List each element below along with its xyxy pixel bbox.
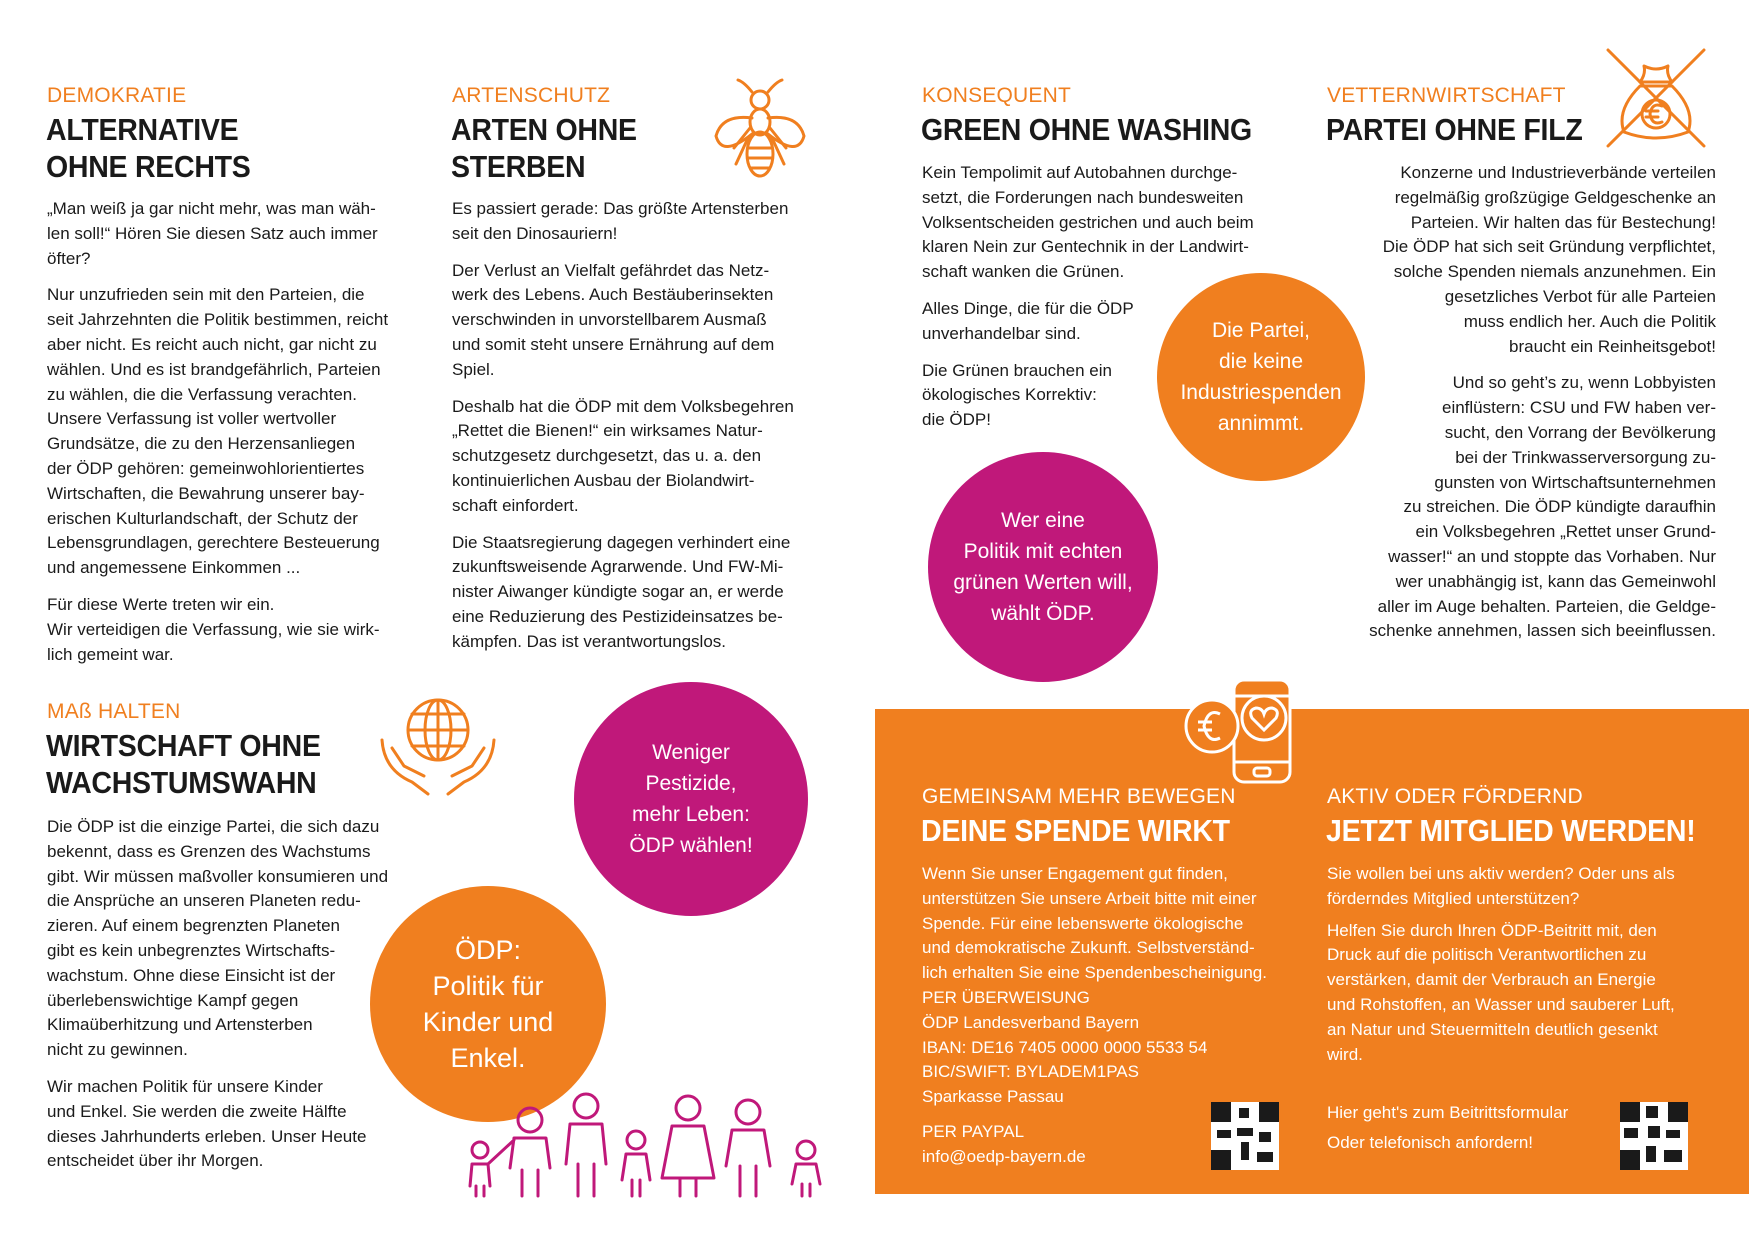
bee-icon xyxy=(712,78,808,182)
membership-qr-code[interactable] xyxy=(1620,1102,1688,1170)
phone-donation-icon xyxy=(1182,676,1296,786)
headline-wirtschaft-ohne-wachstumswahn: WIRTSCHAFT OHNE WACHSTUMSWAHN xyxy=(46,728,321,800)
paragraph: Für diese Werte treten wir ein. Wir verteidigen die Verfassung, wie sie wirk- lich gemeint war. xyxy=(47,594,380,664)
paragraph: Die Staatsregierung dagegen verhindert eine zukunftsweisende Agrarwende. Und FW-Mi- nister Aiwanger kündigte sogar an, er werde eine Reduzierung des Pestizideinsatzes be- kämpfen. Das ist verantwortungslos. xyxy=(452,532,791,651)
family-illustration-icon xyxy=(460,1068,840,1198)
text-nepotism xyxy=(1326,161,1716,656)
kicker-donation: GEMEINSAM MEHR BEWEGEN xyxy=(922,785,1236,808)
kicker-consistent: KONSEQUENT xyxy=(922,84,1072,107)
headline-donation: DEINE SPENDE WIRKT xyxy=(921,813,1230,848)
globe-in-hands-icon xyxy=(378,692,498,800)
membership-links xyxy=(1327,1098,1568,1158)
circle-children-grandchildren: ÖDP: Politik für Kinder und Enkel. xyxy=(370,886,606,1122)
kicker-membership: AKTIV ODER FÖRDERND xyxy=(1327,785,1583,808)
kicker-species-protection: ARTENSCHUTZ xyxy=(452,84,611,107)
link-phone-request[interactable]: Oder telefonisch anfordern! xyxy=(1327,1133,1534,1152)
headline-green-ohne-washing: GREEN OHNE WASHING xyxy=(921,112,1252,147)
membership-intro: Sie wollen bei uns aktiv werden? Oder uns als förderndes Mitglied unterstützen? xyxy=(1327,864,1675,908)
paypal-label: PER PAYPAL xyxy=(922,1121,1025,1141)
paragraph: Die ÖDP ist die einzige Partei, die sich dazu bekennt, dass es Grenzen des Wachstums gibt. Wir müssen maßvoller konsumieren und die Ansprüche an unseren Planeten redu- zieren. Auf einem begrenzten Planeten gibt es kein unbegrenztes Wirtschafts- wachstum. Ohne diese Einsicht ist der überlebenswichtige Kampf gegen Klimaüberhitzung und Artensterben nicht zu gewinnen. xyxy=(47,817,389,1060)
iban: IBAN: DE16 7405 0000 0000 5533 54 xyxy=(922,1037,1208,1057)
circle-no-industry-donations: Die Partei, die keine Industriespenden annimmt. xyxy=(1157,273,1365,481)
paragraph: Wir machen Politik für unsere Kinder und Enkel. Sie werden die zweite Hälfte dieses Jahrhunderts erleben. Unser Heute entscheidet über ihr Morgen. xyxy=(47,1076,367,1171)
kicker-nepotism: VETTERNWIRTSCHAFT xyxy=(1327,84,1566,107)
kicker-democracy: DEMOKRATIE xyxy=(47,84,187,107)
membership-text: Helfen Sie durch Ihren ÖDP-Beitritt mit, den Druck auf die politisch Verantwortlichen zu verstärken, damit der Verbrauch an Energie und Rohstoffen, an Wasser und sauberer Luft, an Natur und Steuermitteln deutlich gesenkt wird. xyxy=(1327,920,1675,1064)
paragraph: Alles Dinge, die für die ÖDP unverhandelbar sind. xyxy=(922,298,1134,343)
paragraph: Kein Tempolimit auf Autobahnen durchge- setzt, die Forderungen nach bundesweiten Volksentscheiden gestrichen und auch beim klaren Nein zur Gentechnik in der Landwirt- schaft wanken die Grünen. xyxy=(922,163,1254,282)
bic: BIC/SWIFT: BYLADEM1PAS xyxy=(922,1062,1139,1082)
circle-green-values: Wer eine Politik mit echten grünen Werten will, wählt ÖDP. xyxy=(928,452,1158,682)
link-membership-form[interactable]: Hier geht's zum Beitrittsformular xyxy=(1327,1103,1569,1122)
paypal-email[interactable]: info@oedp-bayern.de xyxy=(922,1146,1086,1166)
paragraph: Deshalb hat die ÖDP mit dem Volksbegehren „Rettet die Bienen!“ ein wirksames Natur- schutzgesetz durchgesetzt, das u. a. den kontinuierlichen Ausbau der Biolandwirt- schaft einfordert. xyxy=(452,396,794,515)
paragraph: Der Verlust an Vielfalt gefährdet das Netz- werk des Lebens. Auch Bestäuberinsekten verschwinden in unvorstellbarem Ausmaß und somit steht unsere Ernährung auf dem Spiel. xyxy=(452,260,775,379)
headline-arten-ohne-sterben: ARTEN OHNE STERBEN xyxy=(451,112,637,184)
headline-membership: JETZT MITGLIED WERDEN! xyxy=(1326,813,1696,848)
paragraph: Es passiert gerade: Das größte Artensterben seit den Dinosauriern! xyxy=(452,199,789,243)
kicker-moderation: MAß HALTEN xyxy=(47,700,181,723)
donation-qr-code[interactable] xyxy=(1211,1102,1279,1170)
paragraph: „Man weiß ja gar nicht mehr, was man wäh- len soll!“ Hören Sie diesen Satz auch immer öfter? xyxy=(47,199,378,268)
paragraph: Nur unzufrieden sein mit den Parteien, die seit Jahrzehnten die Politik bestimmen, reicht aber nicht. Es reicht auch nicht, gar nicht zu wählen. Und es ist brandgefährlich, Parteien zu wählen, die die Verfassung verachten. Unsere Verfassung ist voller wertvoller Grundsätze, die zu den Herzensanliegen der ÖDP gehören: gemeinwohlorientiertes Wirtschaften, die Bewahrung unserer bay- erischen Kulturlandschaft, der Schutz der Lebensgrundlagen, gerechtere Besteuerung und angemessene Einkommen ... xyxy=(47,285,389,578)
crossed-money-bag-icon xyxy=(1604,46,1708,150)
paragraph: Und so geht’s zu, wenn Lobbyisten einflüstern: CSU und FW haben ver- sucht, den Vorrang der Bevölkerung bei der Trinkwasserversorgung zu- gunsten von Wirtschaftsunternehmen zu streichen. Die ÖDP kündigte daraufhin ein Volksbegehren „Rettet unser Grund- wasser!“ an und stoppte das Vorhaben. Nur wer unabhängig ist, kann das Gemeinwohl aller im Auge behalten. Parteien, die Geldge- schenke annehmen, lassen sich beeinflussen. xyxy=(1369,373,1716,641)
headline-alternative-ohne-rechts: ALTERNATIVE OHNE RECHTS xyxy=(46,112,251,184)
bank-name: Sparkasse Passau xyxy=(922,1087,1064,1107)
text-democracy xyxy=(47,197,427,679)
transfer-label: PER ÜBERWEISUNG xyxy=(922,987,1090,1007)
headline-partei-ohne-filz: PARTEI OHNE FILZ xyxy=(1326,112,1583,147)
paragraph: Konzerne und Industrieverbände verteilen regelmäßig großzügige Geldgeschenke an Parteien. Wir halten das für Bestechung! Die ÖDP hat sich seit Gründung verpflichtet, solche Spenden niemals anzunehmen. Ein gesetzliches Verbot für alle Parteien muss endlich her. Auch die Politik braucht ein Reinheitsgebot! xyxy=(1382,163,1716,356)
paragraph: Die Grünen brauchen ein ökologisches Korrektiv: die ÖDP! xyxy=(922,360,1112,430)
text-species-protection xyxy=(452,197,832,667)
circle-fewer-pesticides: Weniger Pestizide, mehr Leben: ÖDP wählen! xyxy=(574,682,808,916)
donation-text: Wenn Sie unser Engagement gut finden, unterstützen Sie unsere Arbeit bitte mit einer Spende. Für eine lebenswerte ökologische und demokratische Zukunft. Selbstverständ- lich erhalten Sie eine Spendenbescheinigung. xyxy=(922,864,1267,983)
account-holder: ÖDP Landesverband Bayern xyxy=(922,1012,1140,1032)
text-membership xyxy=(1327,862,1717,1079)
